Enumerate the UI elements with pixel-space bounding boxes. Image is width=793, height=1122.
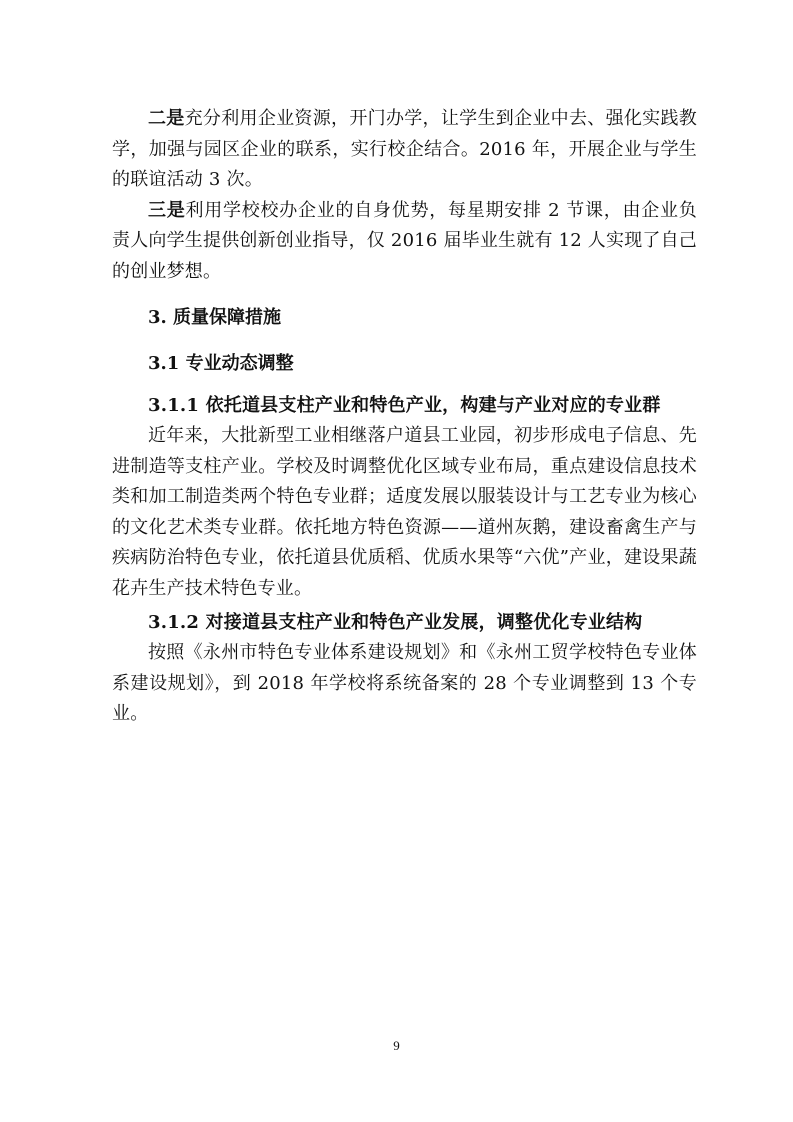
heading-section-3-1-2: 3.1.2 对接道县支柱产业和特色产业发展，调整优化专业结构 bbox=[148, 612, 643, 633]
paragraph-text: 充分利用企业资源，开门办学，让学生到企业中去、强化实践教学，加强与园区企业的联系，实行校企结合。2016 年，开展企业与学生的联谊活动 3 次。 bbox=[112, 108, 697, 190]
paragraph-third-point bbox=[112, 196, 697, 288]
paragraph-industry-cluster: 近年来，大批新型工业相继落户道县工业园，初步形成电子信息、先进制造等支柱产业。学校及时调整优化区域专业布局，重点建设信息技术类和加工制造类两个特色专业群；适度发展以服装设计与工艺专业为核心的文化艺术类专业群。依托地方特色资源——道州灰鹅，建设畜禽生产与疾病防治特色专业，依托道县优质稻、优质水果等“六优”产业，建设果蔬花卉生产技术特色专业。 bbox=[112, 425, 697, 599]
heading-section-3: 3. 质量保障措施 bbox=[148, 307, 282, 328]
paragraph-text: 利用学校校办企业的自身优势，每星期安排 2 节课，由企业负责人向学生提供创新创业指导，仅 2016 届毕业生就有 12 人实现了自己的创业梦想。 bbox=[112, 199, 697, 282]
paragraph-lead: 二是 bbox=[148, 108, 185, 129]
paragraph-major-adjustment: 按照《永州市特色专业体系建设规划》和《永州工贸学校特色专业体系建设规划》，到 2018 年学校将系统备案的 28 个专业调整到 13 个专业。 bbox=[112, 642, 697, 724]
heading-section-3-1-1: 3.1.1 依托道县支柱产业和特色产业，构建与产业对应的专业群 bbox=[148, 395, 661, 416]
page-number: 9 bbox=[393, 1038, 400, 1053]
heading-section-3-1: 3.1 专业动态调整 bbox=[148, 353, 294, 374]
paragraph-second-point bbox=[112, 104, 697, 196]
document-page bbox=[112, 104, 697, 730]
paragraph-lead: 三是 bbox=[148, 199, 186, 221]
